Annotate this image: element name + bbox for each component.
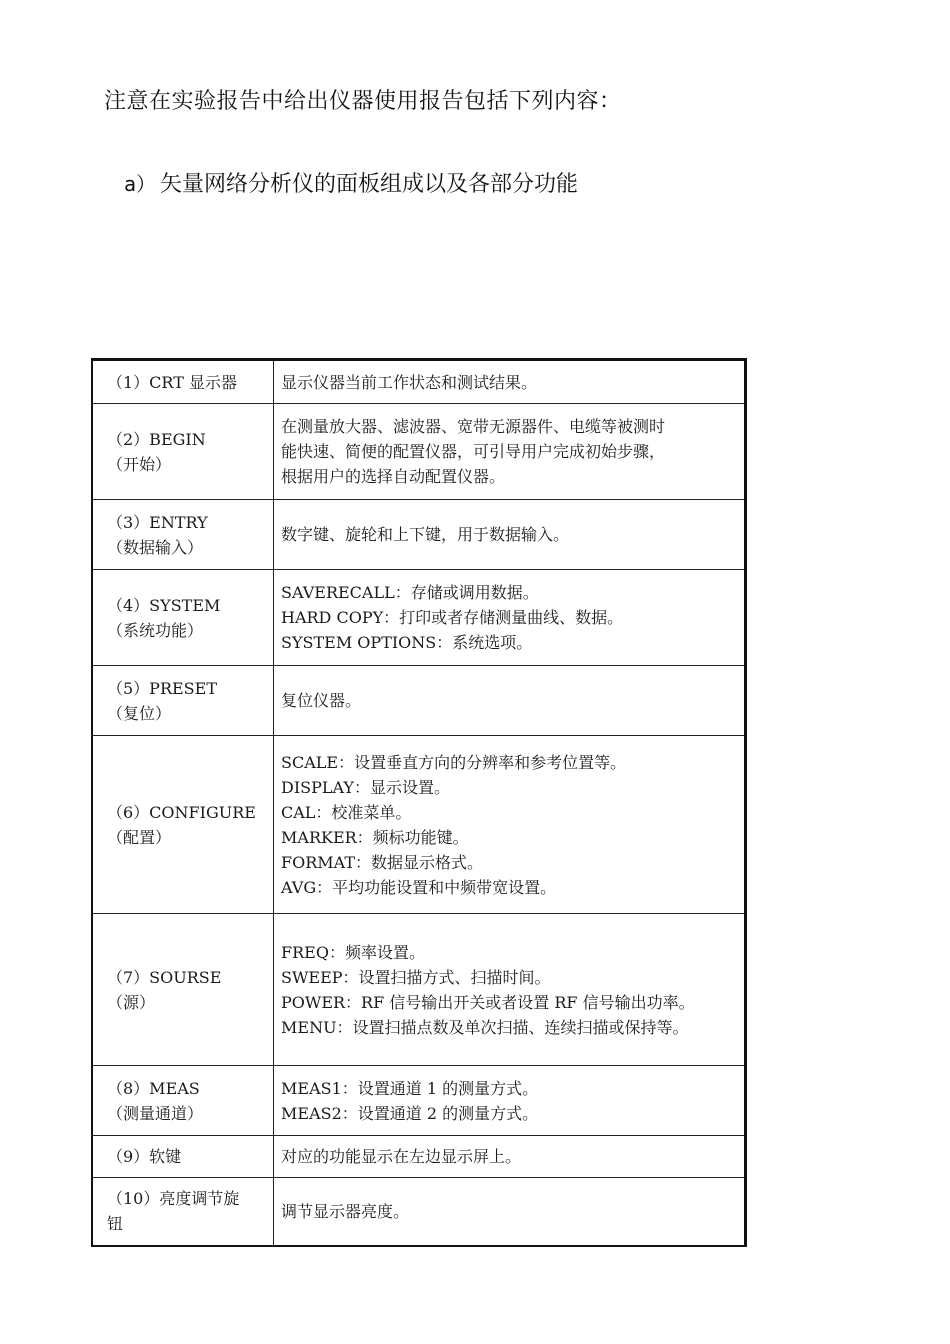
row-label: （7）SOURSE （源） — [92, 914, 274, 1066]
row-description: MEAS1：设置通道 1 的测量方式。 MEAS2：设置通道 2 的测量方式。 — [274, 1066, 746, 1136]
row-description: 对应的功能显示在左边显示屏上。 — [274, 1136, 746, 1178]
page-heading: 注意在实验报告中给出仪器使用报告包括下列内容： — [104, 89, 622, 114]
section-subheading — [124, 168, 578, 201]
row-description: 复位仪器。 — [274, 666, 746, 736]
row-label: （8）MEAS （测量通道） — [92, 1066, 274, 1136]
row-label: （9）软键 — [92, 1136, 274, 1178]
table-row — [92, 360, 746, 404]
row-label: （1）CRT 显示器 — [92, 360, 274, 404]
panel-function-table — [91, 358, 747, 1247]
table-row — [92, 666, 746, 736]
row-description: SCALE：设置垂直方向的分辨率和参考位置等。 DISPLAY：显示设置。 CAL：校准菜单。 MARKER：频标功能键。 FORMAT：数据显示格式。 AVG：平均功能设置和中频带宽设置。 — [274, 736, 746, 914]
table-row — [92, 404, 746, 500]
subheading-text: 矢量网络分析仪的面板组成以及各部分功能 — [160, 172, 579, 197]
table-row — [92, 500, 746, 570]
row-description: 显示仪器当前工作状态和测试结果。 — [274, 360, 746, 404]
list-marker: a） — [124, 172, 157, 196]
row-label: （3）ENTRY （数据输入） — [92, 500, 274, 570]
table-row — [92, 736, 746, 914]
table-row — [92, 1178, 746, 1246]
row-label: （6）CONFIGURE （配置） — [92, 736, 274, 914]
row-label: （2）BEGIN （开始） — [92, 404, 274, 500]
table-row — [92, 570, 746, 666]
row-description: 调节显示器亮度。 — [274, 1178, 746, 1246]
row-description: 在测量放大器、滤波器、宽带无源器件、电缆等被测时 能快速、简便的配置仪器，可引导用户完成初始步骤， 根据用户的选择自动配置仪器。 — [274, 404, 746, 500]
table-row — [92, 1136, 746, 1178]
row-description: 数字键、旋轮和上下键，用于数据输入。 — [274, 500, 746, 570]
row-label: （4）SYSTEM （系统功能） — [92, 570, 274, 666]
table-row — [92, 1066, 746, 1136]
row-label: （5）PRESET （复位） — [92, 666, 274, 736]
table-row — [92, 914, 746, 1066]
row-description: FREQ：频率设置。 SWEEP：设置扫描方式、扫描时间。 POWER：RF 信号输出开关或者设置 RF 信号输出功率。 MENU：设置扫描点数及单次扫描、连续扫描或保持等。 — [274, 914, 746, 1066]
row-description: SAVERECALL：存储或调用数据。 HARD COPY：打印或者存储测量曲线、数据。 SYSTEM OPTIONS：系统选项。 — [274, 570, 746, 666]
row-label: （10）亮度调节旋 钮 — [92, 1178, 274, 1246]
